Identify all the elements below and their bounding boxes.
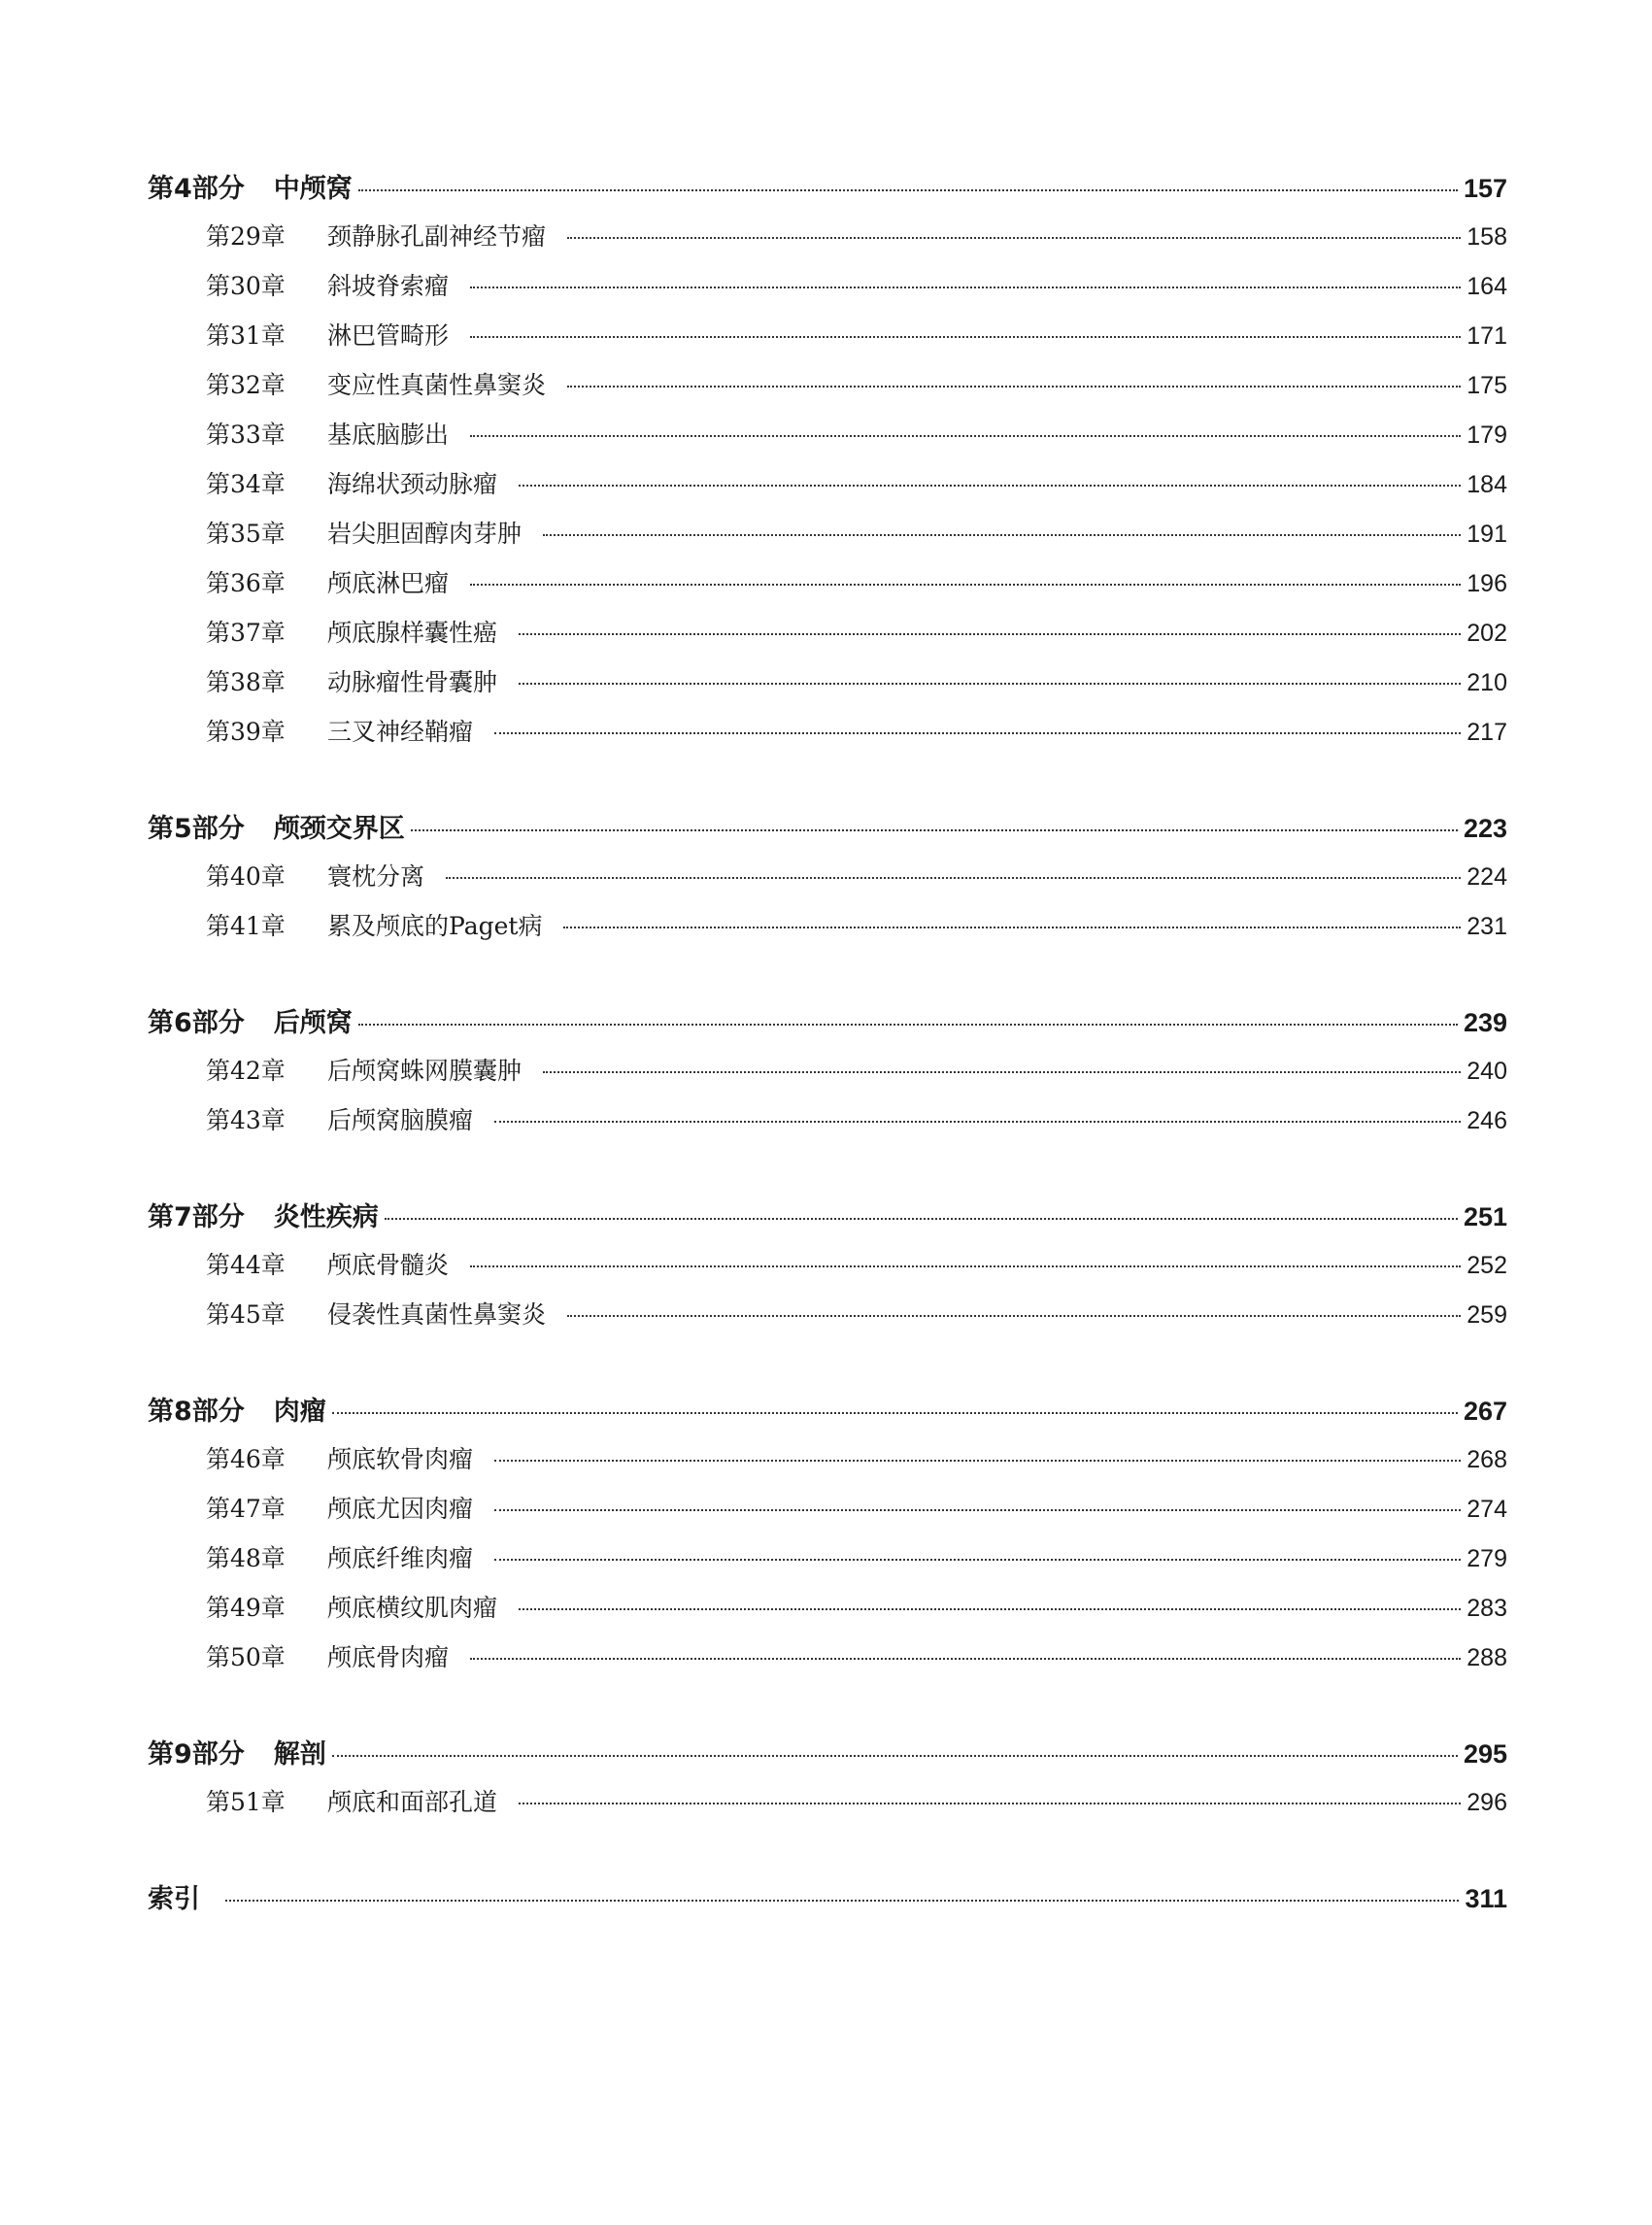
chapter-row[interactable] — [148, 465, 1507, 515]
chapter-title: 变应性真菌性鼻窦炎 — [327, 371, 547, 399]
part-number: 第6部分 — [148, 1008, 245, 1038]
chapter-number: 第45章 — [206, 1300, 286, 1329]
chapter-page-number: 274 — [1467, 1496, 1507, 1523]
part-page-number: 239 — [1463, 1008, 1507, 1037]
chapter-row[interactable] — [148, 713, 1507, 762]
dot-leader — [519, 633, 1461, 635]
part-number: 第5部分 — [148, 814, 245, 844]
chapter-page-number: 231 — [1467, 913, 1507, 940]
index-page-number: 311 — [1465, 1884, 1507, 1913]
chapter-title: 颅底横纹肌肉瘤 — [327, 1594, 498, 1622]
part-number: 第7部分 — [148, 1202, 245, 1232]
chapter-title: 斜坡脊索瘤 — [327, 272, 450, 300]
dot-leader — [494, 732, 1461, 734]
chapter-row[interactable] — [148, 907, 1507, 957]
dot-leader — [567, 386, 1461, 388]
chapter-title: 颈静脉孔副神经节瘤 — [327, 222, 547, 251]
chapter-page-number: 184 — [1467, 471, 1507, 498]
part-heading-row[interactable] — [148, 807, 1507, 858]
part-title: 肉瘤 — [273, 1397, 326, 1427]
chapter-number: 第39章 — [206, 718, 286, 746]
chapter-title: 基底脑膨出 — [327, 421, 450, 449]
chapter-page-number: 246 — [1467, 1107, 1507, 1134]
part-title: 解剖 — [273, 1739, 326, 1770]
toc-part — [148, 807, 1507, 957]
dot-leader — [567, 1315, 1461, 1317]
chapter-row[interactable] — [148, 1589, 1507, 1638]
chapter-row[interactable] — [148, 614, 1507, 663]
chapter-title: 侵袭性真菌性鼻窦炎 — [327, 1300, 547, 1329]
chapter-title: 动脉瘤性骨囊肿 — [327, 668, 498, 696]
dot-leader — [563, 927, 1461, 928]
chapter-title: 颅底骨髓炎 — [327, 1251, 450, 1279]
dot-leader — [494, 1509, 1461, 1511]
chapter-title: 颅底和面部孔道 — [327, 1788, 498, 1816]
chapter-page-number: 259 — [1467, 1301, 1507, 1329]
part-title: 颅颈交界区 — [273, 814, 405, 844]
dot-leader — [494, 1559, 1461, 1561]
chapter-page-number: 191 — [1467, 521, 1507, 548]
chapter-row[interactable] — [148, 564, 1507, 614]
chapter-number: 第41章 — [206, 912, 286, 940]
part-page-number: 295 — [1463, 1739, 1507, 1769]
toc-part — [148, 167, 1507, 762]
chapter-page-number: 175 — [1467, 372, 1507, 399]
chapter-page-number: 283 — [1467, 1595, 1507, 1622]
part-page-number: 157 — [1463, 174, 1507, 203]
chapter-number: 第31章 — [206, 321, 286, 350]
chapter-title: 海绵状颈动脉瘤 — [327, 470, 498, 498]
dot-leader — [519, 1608, 1461, 1610]
chapter-row[interactable] — [148, 416, 1507, 465]
part-heading-row[interactable] — [148, 167, 1507, 218]
chapter-row[interactable] — [148, 317, 1507, 366]
part-heading-row[interactable] — [148, 1196, 1507, 1246]
chapter-page-number: 179 — [1467, 421, 1507, 449]
toc-part — [148, 1733, 1507, 1833]
chapter-number: 第34章 — [206, 470, 286, 498]
dot-leader — [411, 829, 1458, 831]
chapter-number: 第42章 — [206, 1057, 286, 1085]
chapter-title: 累及颅底的Paget病 — [327, 912, 543, 940]
dot-leader — [494, 1121, 1461, 1123]
chapter-number: 第50章 — [206, 1643, 286, 1671]
dot-leader — [385, 1218, 1458, 1220]
dot-leader — [332, 1755, 1458, 1757]
chapter-number: 第37章 — [206, 619, 286, 647]
chapter-title: 颅底软骨肉瘤 — [327, 1445, 474, 1473]
part-number: 第4部分 — [148, 174, 245, 204]
chapter-row[interactable] — [148, 1490, 1507, 1539]
chapter-row[interactable] — [148, 1638, 1507, 1688]
chapter-number: 第29章 — [206, 222, 286, 251]
dot-leader — [358, 1024, 1458, 1026]
dot-leader — [543, 1071, 1461, 1073]
chapter-title: 三叉神经鞘瘤 — [327, 718, 474, 746]
dot-leader — [494, 1460, 1461, 1462]
dot-leader — [470, 435, 1461, 437]
dot-leader — [519, 485, 1461, 487]
chapter-number: 第44章 — [206, 1251, 286, 1279]
dot-leader — [225, 1900, 1459, 1902]
toc-part — [148, 1001, 1507, 1151]
chapter-number: 第51章 — [206, 1788, 286, 1816]
chapter-row[interactable] — [148, 1783, 1507, 1833]
chapter-number: 第40章 — [206, 862, 286, 891]
chapter-title: 颅底纤维肉瘤 — [327, 1544, 474, 1572]
chapter-page-number: 279 — [1467, 1545, 1507, 1572]
chapter-title: 后颅窝脑膜瘤 — [327, 1106, 474, 1134]
part-title: 炎性疾病 — [273, 1202, 379, 1232]
chapter-row[interactable] — [148, 515, 1507, 564]
chapter-row[interactable] — [148, 366, 1507, 416]
chapter-row[interactable] — [148, 218, 1507, 267]
chapter-row[interactable] — [148, 1052, 1507, 1101]
index-title: 索引 — [148, 1884, 200, 1914]
dot-leader — [543, 534, 1461, 536]
chapter-title: 岩尖胆固醇肉芽肿 — [327, 520, 523, 548]
part-title: 后颅窝 — [273, 1008, 353, 1038]
chapter-number: 第48章 — [206, 1544, 286, 1572]
part-page-number: 267 — [1463, 1397, 1507, 1426]
part-heading-row[interactable] — [148, 1390, 1507, 1440]
chapter-page-number: 288 — [1467, 1644, 1507, 1671]
chapter-number: 第43章 — [206, 1106, 286, 1134]
dot-leader — [470, 287, 1461, 288]
dot-leader — [519, 1803, 1461, 1804]
chapter-row[interactable] — [148, 858, 1507, 907]
chapter-row[interactable] — [148, 663, 1507, 713]
dot-leader — [470, 584, 1461, 586]
chapter-page-number: 252 — [1467, 1252, 1507, 1279]
chapter-row[interactable] — [148, 1246, 1507, 1296]
chapter-number: 第35章 — [206, 520, 286, 548]
chapter-row[interactable] — [148, 1101, 1507, 1151]
part-page-number: 251 — [1463, 1202, 1507, 1231]
dot-leader — [332, 1412, 1458, 1414]
chapter-title: 颅底尤因肉瘤 — [327, 1495, 474, 1523]
part-heading-row[interactable] — [148, 1001, 1507, 1052]
chapter-page-number: 202 — [1467, 620, 1507, 647]
chapter-page-number: 240 — [1467, 1058, 1507, 1085]
toc-part — [148, 1390, 1507, 1688]
chapter-page-number: 217 — [1467, 719, 1507, 746]
chapter-title: 寰枕分离 — [327, 862, 425, 891]
chapter-row[interactable] — [148, 267, 1507, 317]
chapter-number: 第47章 — [206, 1495, 286, 1523]
chapter-number: 第30章 — [206, 272, 286, 300]
dot-leader — [567, 237, 1461, 239]
index-row[interactable] — [148, 1877, 1507, 1928]
chapter-page-number: 171 — [1467, 322, 1507, 350]
chapter-title: 颅底淋巴瘤 — [327, 569, 450, 597]
chapter-title: 淋巴管畸形 — [327, 321, 450, 350]
chapter-title: 后颅窝蛛网膜囊肿 — [327, 1057, 523, 1085]
part-number: 第8部分 — [148, 1397, 245, 1427]
chapter-page-number: 296 — [1467, 1789, 1507, 1816]
chapter-number: 第32章 — [206, 371, 286, 399]
part-title: 中颅窝 — [273, 174, 353, 204]
toc-part — [148, 1196, 1507, 1345]
chapter-row[interactable] — [148, 1539, 1507, 1589]
part-heading-row[interactable] — [148, 1733, 1507, 1783]
dot-leader — [519, 683, 1461, 685]
dot-leader — [470, 1265, 1461, 1267]
chapter-title: 颅底骨肉瘤 — [327, 1643, 450, 1671]
chapter-number: 第36章 — [206, 569, 286, 597]
chapter-row[interactable] — [148, 1440, 1507, 1490]
chapter-page-number: 268 — [1467, 1446, 1507, 1473]
chapter-title: 颅底腺样囊性癌 — [327, 619, 498, 647]
chapter-page-number: 196 — [1467, 570, 1507, 597]
table-of-contents — [148, 167, 1507, 1928]
chapter-number: 第46章 — [206, 1445, 286, 1473]
chapter-page-number: 158 — [1467, 223, 1507, 251]
chapter-number: 第38章 — [206, 668, 286, 696]
chapter-page-number: 210 — [1467, 669, 1507, 696]
dot-leader — [358, 189, 1458, 191]
chapter-page-number: 224 — [1467, 863, 1507, 891]
chapter-row[interactable] — [148, 1296, 1507, 1345]
chapter-page-number: 164 — [1467, 273, 1507, 300]
dot-leader — [446, 877, 1461, 879]
chapter-number: 第49章 — [206, 1594, 286, 1622]
dot-leader — [470, 1658, 1461, 1660]
part-number: 第9部分 — [148, 1739, 245, 1770]
chapter-number: 第33章 — [206, 421, 286, 449]
dot-leader — [470, 336, 1461, 338]
part-page-number: 223 — [1463, 814, 1507, 843]
